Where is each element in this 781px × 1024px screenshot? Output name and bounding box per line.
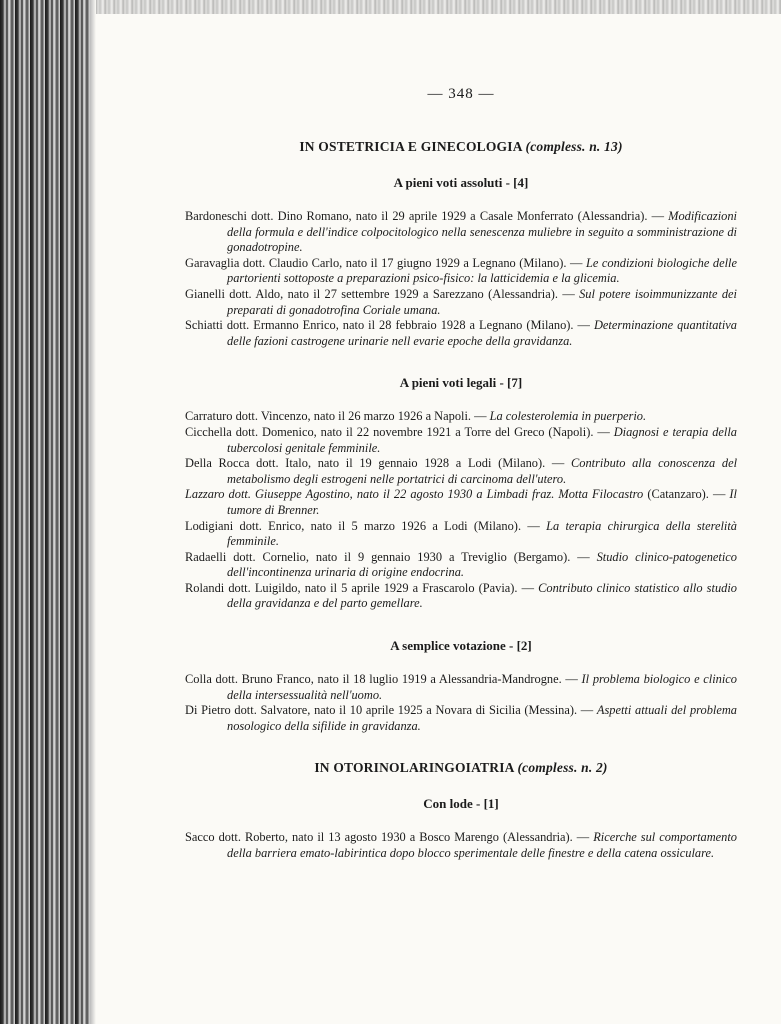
group-pieni-voti-assoluti — [185, 175, 737, 349]
group-con-lode — [185, 796, 737, 861]
section-heading-otorinolaringoiatria — [185, 760, 737, 776]
list-item — [185, 672, 737, 703]
entry-name: Di Pietro dott. Salvatore, nato il 10 aprile 1925 a Novara di Sicilia (Messina). — — [185, 703, 594, 718]
entry-name: Cicchella dott. Domenico, nato il 22 novembre 1921 a Torre del Greco (Napoli). — — [185, 424, 610, 439]
group-pieni-voti-legali — [185, 375, 737, 612]
group-semplice-votazione — [185, 638, 737, 734]
list-item — [185, 519, 737, 550]
entry-name: Lazzaro dott. Giuseppe Agostino, nato il 22 agosto 1930 a Limbadi fraz. Motta Filocastro — [185, 487, 644, 502]
list-item — [185, 487, 737, 518]
group-title: A pieni voti legali - [7] — [399, 375, 523, 391]
entry-name: Radaelli dott. Cornelio, nato il 9 gennaio 1930 a Treviglio (Bergamo). — — [185, 549, 590, 564]
thesis-title: Sul potere isoimmunizzante dei preparati di gonadotrofina Coriale umana. — [227, 286, 737, 317]
list-item — [185, 209, 737, 256]
list-item — [185, 581, 737, 612]
entry-name-cont: (Catanzaro). — — [647, 487, 726, 502]
thesis-title: La terapia chirurgica della sterelità femminile. — [227, 518, 737, 549]
list-item — [185, 550, 737, 581]
section-title: IN OTORINOLARINGOIATRIA — [314, 760, 514, 776]
entry-name: Carraturo dott. Vincenzo, nato il 26 marzo 1926 a Napoli. — — [185, 409, 487, 424]
thesis-title: Diagnosi e terapia della tubercolosi genitale femminile. — [227, 424, 737, 455]
section-heading-ostetricia — [185, 139, 737, 155]
document-page — [185, 86, 737, 888]
list-item — [185, 830, 737, 861]
page-number: — 348 — — [427, 86, 495, 102]
scan-edge-noise — [96, 0, 781, 14]
section-count: (compless. n. 13) — [525, 139, 623, 154]
thesis-title: Modificazioni della formula e dell'indice colpocitologico nella senescenza muliebre in seguito a somministrazione di gonadotropine. — [227, 209, 737, 255]
list-item — [185, 318, 737, 349]
group-title: Con lode - [1] — [423, 796, 499, 812]
entry-name: Della Rocca dott. Italo, nato il 19 gennaio 1928 a Lodi (Milano). — — [185, 456, 565, 471]
entry-name: Colla dott. Bruno Franco, nato il 18 luglio 1919 a Alessandria-Mandrogne. — — [185, 672, 578, 687]
thesis-title: Contributo alla conoscenza del metabolismo degli estrogeni nelle portatrici di carcinoma dell'utero. — [227, 456, 738, 486]
list-item — [185, 409, 737, 425]
group-title: A semplice votazione - [2] — [390, 638, 532, 654]
group-title: A pieni voti assoluti - [4] — [393, 175, 529, 190]
entry-name: Rolandi dott. Luigildo, nato il 5 aprile 1929 a Frascarolo (Pavia). — — [185, 580, 535, 595]
entry-name: Schiatti dott. Ermanno Enrico, nato il 28 febbraio 1928 a Legnano (Milano). — — [185, 318, 590, 333]
thesis-title: Determinazione quantitativa delle fazioni castrogene urinarie nell evarie epoche della gravidanza. — [227, 318, 737, 348]
entry-name: Sacco dott. Roberto, nato il 13 agosto 1930 a Bosco Marengo (Alessandria). — — [185, 830, 590, 845]
thesis-title: Ricerche sul comportamento della barriera emato-labirintica dopo blocco sperimentale delle finestre e della catena ossiculare. — [227, 830, 738, 861]
section-count: (compless. n. 2) — [517, 760, 608, 776]
thesis-title: La colesterolemia in puerperio. — [489, 409, 647, 424]
list-item — [185, 287, 737, 318]
list-item — [185, 256, 737, 287]
section-title: IN OSTETRICIA E GINECOLOGIA — [299, 139, 522, 154]
entry-name: Gianelli dott. Aldo, nato il 27 settembre 1929 a Sarezzano (Alessandria). — — [185, 286, 575, 301]
entry-name: Lodigiani dott. Enrico, nato il 5 marzo 1926 a Lodi (Milano). — — [185, 518, 540, 533]
list-item — [185, 425, 737, 456]
thesis-title: Studio clinico-patogenetico dell'incontinenza urinaria di origine endocrina. — [227, 549, 737, 580]
entry-name: Garavaglia dott. Claudio Carlo, nato il 17 giugno 1929 a Legnano (Milano). — — [185, 255, 583, 270]
thesis-title: Le condizioni biologiche delle partorienti sottoposte a preparazioni psico-fisico: la latticidemia e la glicemia. — [227, 255, 737, 286]
entry-name: Bardoneschi dott. Dino Romano, nato il 29 aprile 1929 a Casale Monferrato (Alessandria). — — [185, 209, 664, 223]
thesis-title: Il tumore di Brenner. — [227, 487, 737, 517]
thesis-title: Il problema biologico e clinico della intersessualità nell'uomo. — [227, 672, 737, 702]
book-binding-gutter — [0, 0, 96, 1024]
list-item — [185, 703, 737, 734]
thesis-title: Aspetti attuali del problema nosologico della sifilide in gravidanza. — [227, 703, 737, 733]
list-item — [185, 456, 737, 487]
thesis-title: Contributo clinico statistico allo studio della gravidanza e del parto gemellare. — [227, 580, 737, 611]
